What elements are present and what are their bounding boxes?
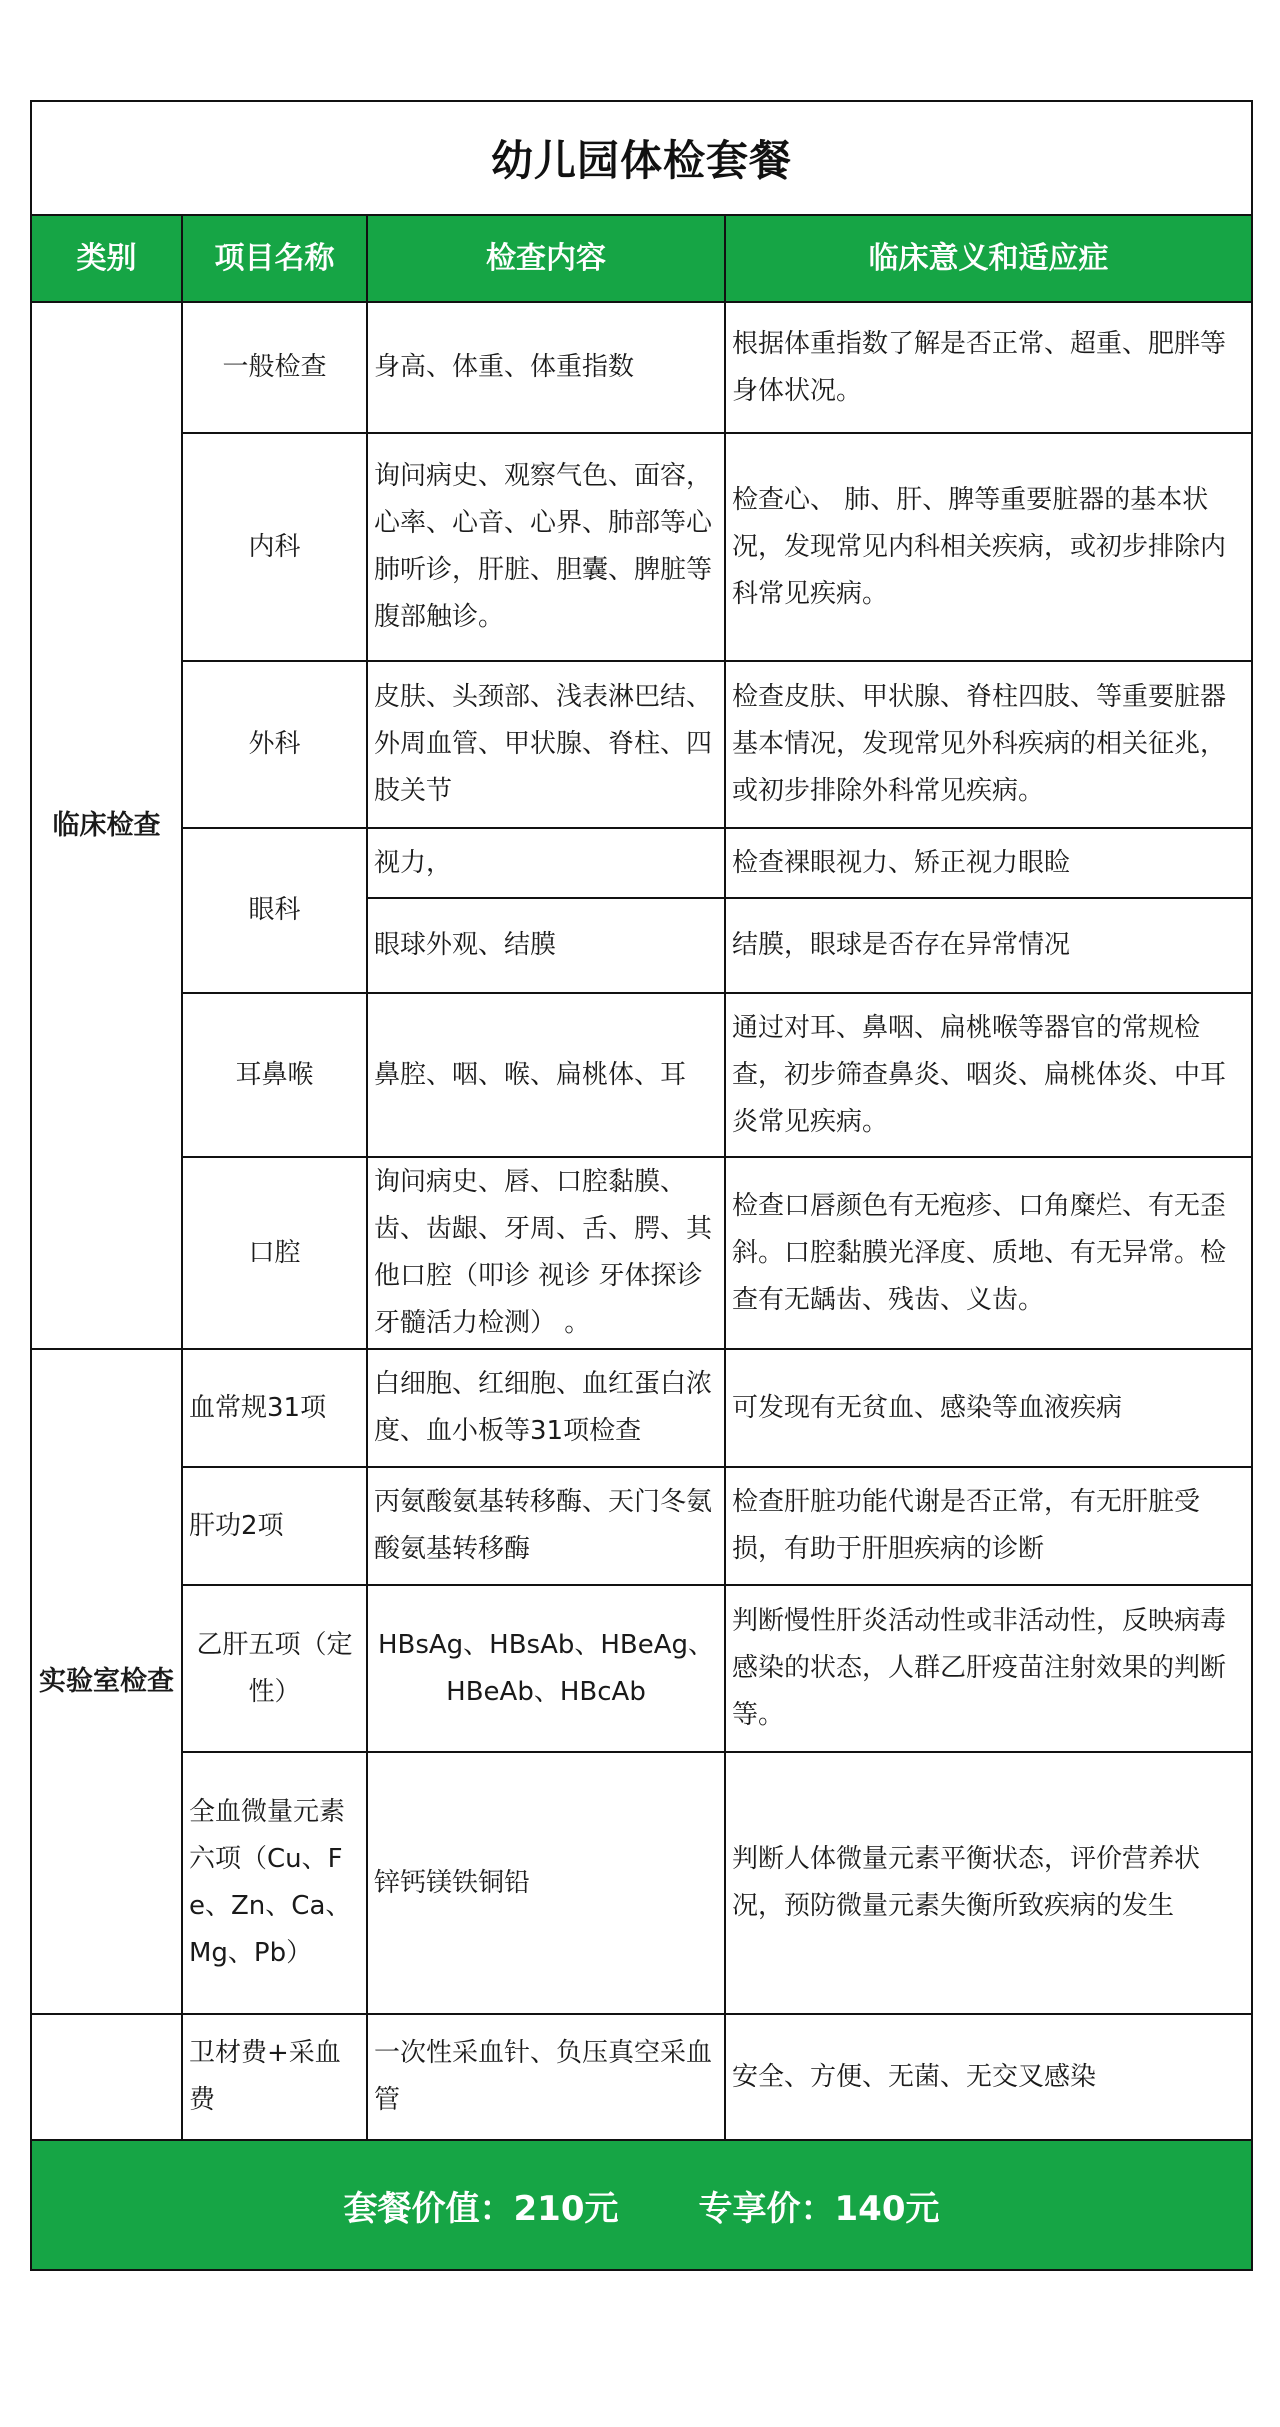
item-meaning: 结膜，眼球是否存在异常情况 <box>725 898 1251 993</box>
package-sheet <box>30 100 1253 2271</box>
item-content: 视力， <box>367 828 725 898</box>
item-meaning: 检查口唇颜色有无疱疹、口角糜烂、有无歪斜。口腔黏膜光泽度、质地、有无异常。检查有无龋齿、残齿、义齿。 <box>725 1157 1251 1349</box>
item-name: 外科 <box>182 661 367 828</box>
header-meaning: 临床意义和适应症 <box>725 216 1251 302</box>
exclusive-price: 专享价：140元 <box>698 2188 940 2229</box>
item-content: 询问病史、观察气色、面容，心率、心音、心界、肺部等心肺听诊，肝脏、胆囊、脾脏等腹部触诊。 <box>367 433 725 661</box>
item-name: 眼科 <box>182 828 367 993</box>
table-row <box>32 993 1251 1157</box>
package-value: 套餐价值：210元 <box>343 2188 619 2229</box>
table-row <box>32 1752 1251 2014</box>
item-content: 皮肤、头颈部、浅表淋巴结、外周血管、甲状腺、脊柱、四肢关节 <box>367 661 725 828</box>
category-clinical: 临床检查 <box>32 302 182 1349</box>
item-content: HBsAg、HBsAb、HBeAg、HBeAb、HBcAb <box>367 1585 725 1752</box>
package-table <box>32 216 1251 2139</box>
item-name: 全血微量元素六项（Cu、Fe、Zn、Ca、Mg、Pb） <box>182 1752 367 2014</box>
item-name: 血常规31项 <box>182 1349 367 1467</box>
table-row <box>32 2014 1251 2139</box>
item-meaning: 检查肝脏功能代谢是否正常，有无肝脏受损，有助于肝胆疾病的诊断 <box>725 1467 1251 1585</box>
table-row <box>32 1349 1251 1467</box>
item-content: 锌钙镁铁铜铅 <box>367 1752 725 2014</box>
item-name: 卫材费+采血费 <box>182 2014 367 2139</box>
item-meaning: 判断慢性肝炎活动性或非活动性，反映病毒感染的状态，人群乙肝疫苗注射效果的判断等。 <box>725 1585 1251 1752</box>
item-meaning: 检查皮肤、甲状腺、脊柱四肢、等重要脏器基本情况，发现常见外科疾病的相关征兆，或初步排除外科常见疾病。 <box>725 661 1251 828</box>
item-meaning: 通过对耳、鼻咽、扁桃喉等器官的常规检查，初步筛查鼻炎、咽炎、扁桃体炎、中耳炎常见疾病。 <box>725 993 1251 1157</box>
item-content: 身高、体重、体重指数 <box>367 302 725 433</box>
table-row <box>32 302 1251 433</box>
header-item-name: 项目名称 <box>182 216 367 302</box>
item-meaning: 可发现有无贫血、感染等血液疾病 <box>725 1349 1251 1467</box>
item-name: 耳鼻喉 <box>182 993 367 1157</box>
table-row <box>32 1585 1251 1752</box>
item-content: 一次性采血针、负压真空采血管 <box>367 2014 725 2139</box>
table-row <box>32 1157 1251 1349</box>
item-content: 眼球外观、结膜 <box>367 898 725 993</box>
item-meaning: 检查心、 肺、肝、脾等重要脏器的基本状况，发现常见内科相关疾病，或初步排除内科常见疾病。 <box>725 433 1251 661</box>
price-footer <box>32 2139 1251 2269</box>
item-content: 丙氨酸氨基转移酶、天门冬氨酸氨基转移酶 <box>367 1467 725 1585</box>
page-title: 幼儿园体检套餐 <box>32 102 1251 216</box>
item-content: 白细胞、红细胞、血红蛋白浓度、血小板等31项检查 <box>367 1349 725 1467</box>
item-name: 一般检查 <box>182 302 367 433</box>
category-lab: 实验室检查 <box>32 1349 182 2014</box>
table-row <box>32 828 1251 898</box>
header-content: 检查内容 <box>367 216 725 302</box>
table-header-row <box>32 216 1251 302</box>
item-name: 乙肝五项（定性） <box>182 1585 367 1752</box>
item-meaning: 根据体重指数了解是否正常、超重、肥胖等身体状况。 <box>725 302 1251 433</box>
table-row <box>32 661 1251 828</box>
item-meaning: 安全、方便、无菌、无交叉感染 <box>725 2014 1251 2139</box>
item-meaning: 检查裸眼视力、矫正视力眼睑 <box>725 828 1251 898</box>
table-row <box>32 1467 1251 1585</box>
item-content: 询问病史、唇、口腔黏膜、齿、齿龈、牙周、舌、腭、其他口腔（叩诊 视诊 牙体探诊 牙髓活力检测） 。 <box>367 1157 725 1349</box>
category-supplies <box>32 2014 182 2139</box>
table-row <box>32 433 1251 661</box>
item-name: 内科 <box>182 433 367 661</box>
item-name: 肝功2项 <box>182 1467 367 1585</box>
header-category: 类别 <box>32 216 182 302</box>
item-name: 口腔 <box>182 1157 367 1349</box>
item-content: 鼻腔、咽、喉、扁桃体、耳 <box>367 993 725 1157</box>
item-meaning: 判断人体微量元素平衡状态，评价营养状况，预防微量元素失衡所致疾病的发生 <box>725 1752 1251 2014</box>
